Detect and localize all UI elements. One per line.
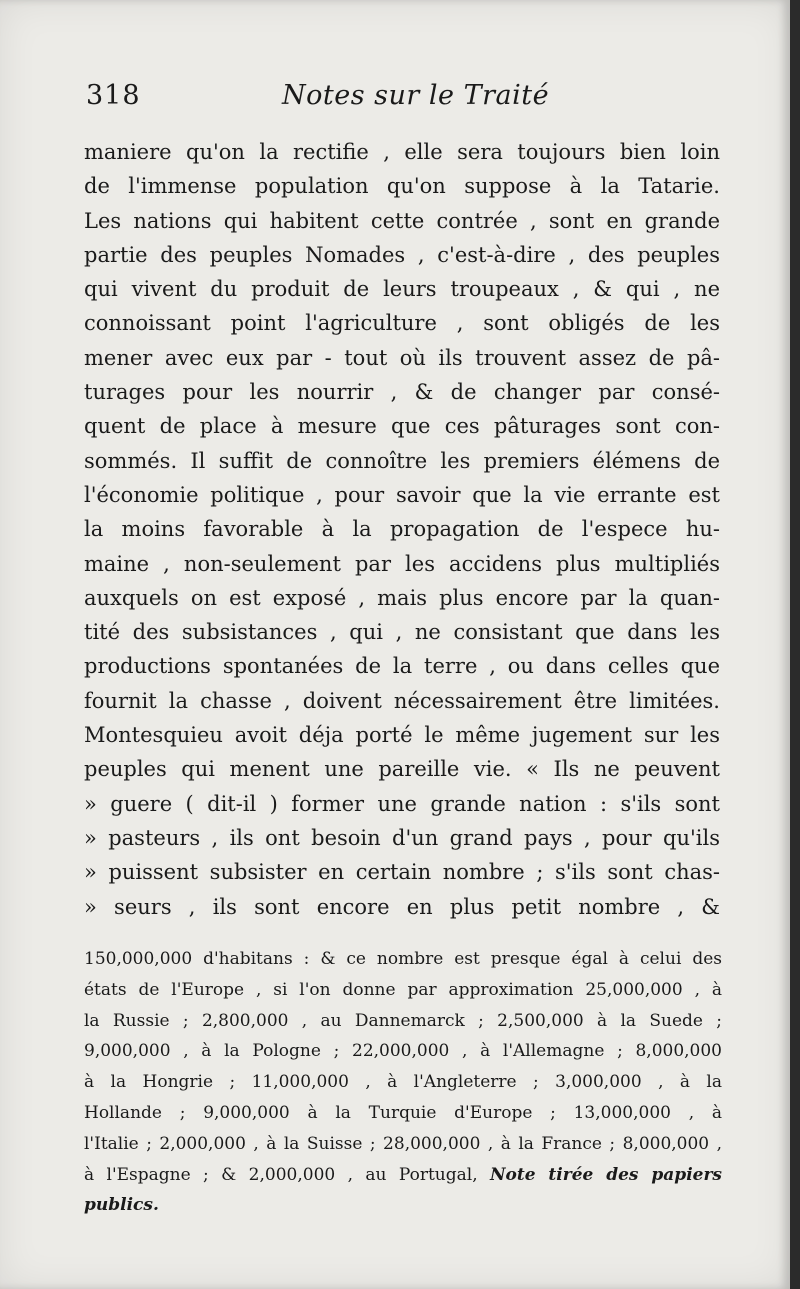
text-line: peuples qui menent une pareille vie. « Ils ne peuvent [84,757,720,782]
text-line: qui vivent du produit de leurs troupeaux , & qui , ne [84,277,720,302]
running-head: Notes sur le Traité [282,80,550,111]
footnote-line: l'Italie ; 2,000,000 , à la Suisse ; 28,000,000 , à la France ; 8,000,000 , [84,1133,722,1154]
footnote-line [84,1190,722,1221]
text-line: maine , non-seulement par les accidens plus multipliés [84,551,720,576]
footnote-attribution: Note tirée des papiers [489,1164,722,1185]
text-line: turages pour les nourrir , & de changer par consé- [84,380,720,405]
text-line: auxquels on est exposé , mais plus encore par la quan- [84,585,720,610]
text-line: tité des subsistances , qui , ne consistant que dans les [84,620,720,645]
text-line: » seurs , ils sont encore en plus petit nombre , & [84,894,720,919]
text-line: quent de place à mesure que ces pâturages sont con- [84,414,720,439]
text-line: » guere ( dit-il ) former une grande nation : s'ils sont [84,791,720,816]
footnote-line [84,1160,722,1191]
footnote-line: Hollande ; 9,000,000 à la Turquie d'Europe ; 13,000,000 , à [84,1102,722,1123]
text-line: l'économie politique , pour savoir que la vie errante est [84,482,720,507]
page-number: 318 [86,80,141,111]
text-line: de l'immense population qu'on suppose à la Tatarie. [84,174,720,199]
text-line: Montesquieu avoit déja porté le même jugement sur les [84,723,720,748]
footnote-line: 9,000,000 , à la Pologne ; 22,000,000 , à l'Allemagne ; 8,000,000 [84,1041,722,1062]
footnote-line: la Russie ; 2,800,000 , au Dannemarck ; 2,500,000 à la Suede ; [84,1010,722,1031]
text-line: mener avec eux par - tout où ils trouvent assez de pâ- [84,345,720,370]
text-line: connoissant point l'agriculture , sont obligés de les [84,311,720,336]
text-line: productions spontanées de la terre , ou dans celles que [84,654,720,679]
footnote-text: à l'Espagne ; & 2,000,000 , au Portugal, [84,1164,478,1185]
text-line: maniere qu'on la rectifie , elle sera toujours bien loin [84,140,720,164]
text-line: fournit la chasse , doivent nécessairement être limitées. [84,688,720,713]
footnote-attribution-end: publics. [84,1195,159,1216]
page-header [86,80,720,120]
text-line: la moins favorable à la propagation de l'espece hu- [84,517,720,542]
text-line: Les nations qui habitent cette contrée , sont en grande [84,208,720,233]
footnote-line: états de l'Europe , si l'on donne par approximation 25,000,000 , à [84,979,722,1000]
footnote-line: à la Hongrie ; 11,000,000 , à l'Angleterre ; 3,000,000 , à la [84,1072,722,1093]
footnote [84,944,722,1221]
text-line: » puissent subsister en certain nombre ; s'ils sont chas- [84,860,720,885]
footnote-line: 150,000,000 d'habitans : & ce nombre est presque égal à celui des [84,949,722,969]
text-line: sommés. Il suffit de connoître les premiers élémens de [84,448,720,473]
main-text [84,135,720,924]
text-line: partie des peuples Nomades , c'est-à-dire , des peuples [84,242,720,267]
text-line: » pasteurs , ils ont besoin d'un grand pays , pour qu'ils [84,825,720,850]
